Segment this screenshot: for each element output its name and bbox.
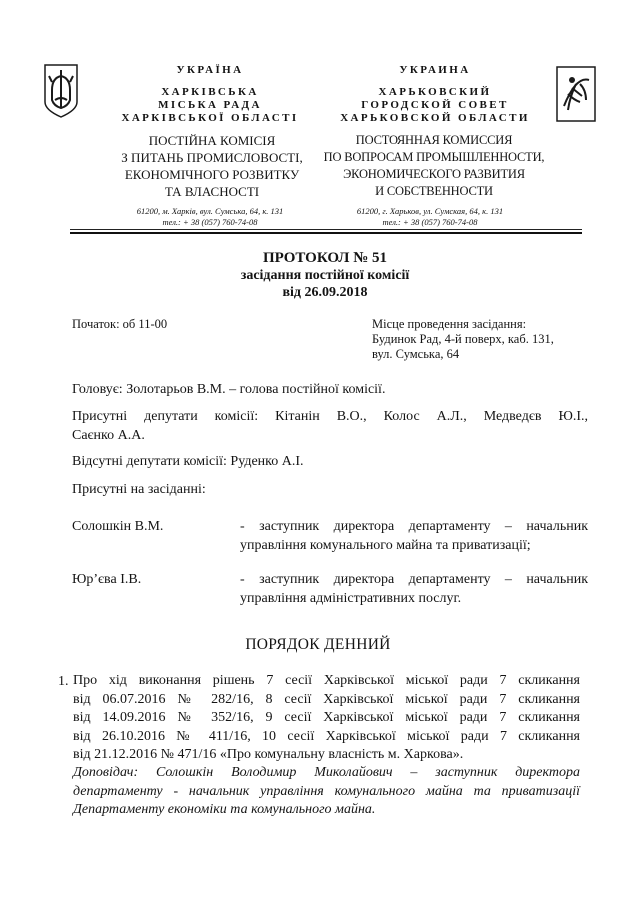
header-address-ru [330,206,530,228]
meeting-place-line: Місце проведення засідання: [372,317,527,331]
header-address-ru-line: тел.: + 38 (057) 760-74-08 [382,217,478,227]
attendee-name: Юр’єва І.В. [72,572,142,587]
header-committee-ru-line: ПО ВОПРОСАМ ПРОМЫШЛЕННОСТИ, [323,150,545,164]
header-country-ua: УКРАЇНА [176,64,244,76]
header-committee-ua [112,132,312,200]
header-address-ua-line: 61200, м. Харків, вул. Сумська, 64, к. 131 [136,206,284,216]
header-council-ru-line: ХАРЬКОВСКИЙ [378,86,492,98]
present-deputies [72,407,588,445]
protocol-title-subtitle: засідання постійної комісії [240,268,410,283]
agenda-item-text [73,672,580,765]
agenda-item-line: Про хід виконання рішень 7 сесії Харківської міської ради 7 скликання [73,673,580,688]
header-address-ua [110,206,310,228]
agenda-title: ПОРЯДОК ДЕННИЙ [245,636,391,653]
kharkiv-coat-of-arms-icon [556,66,596,122]
attendee-role-line: - заступник директора департаменту – начальник [240,519,588,534]
header-committee-ua-line: ЕКОНОМІЧНОГО РОЗВИТКУ [124,167,300,182]
header-council-ru-line: ГОРОДСКОЙ СОВЕТ [361,99,509,111]
protocol-title-date: від 26.09.2018 [282,285,368,300]
header-council-ua-line: ХАРКІВСЬКОЇ ОБЛАСТІ [121,112,299,124]
attendee-role-line: управління адміністративних послуг. [240,591,462,606]
header-council-ru [335,86,535,125]
header-council-ru-line: ХАРЬКОВСКОЙ ОБЛАСТИ [340,112,530,124]
present-at-meeting: Присутні на засіданні: [72,482,206,497]
meeting-place [372,317,592,362]
header-committee-ru-line: ПОСТОЯННАЯ КОМИССИЯ [355,133,513,147]
agenda-item-line: від 26.10.2016 № 411/16, 10 сесії Харківської міської ради 7 скликання [73,728,580,744]
header-committee-ru-line: ЭКОНОМИЧЕСКОГО РАЗВИТИЯ [343,167,525,181]
protocol-title-number: ПРОТОКОЛ № 51 [262,250,388,266]
meeting-place-line: вул. Сумська, 64 [372,347,460,361]
attendee-role [240,570,588,608]
agenda-item-number: 1. [58,674,69,689]
header-council-ua-line: ХАРКІВСЬКА [161,86,259,98]
agenda-speaker [73,764,580,820]
agenda-item-line: від 06.07.2016 № 282/16, 8 сесії Харківської міської ради 7 скликання [73,691,580,707]
attendee-role-line: - заступник директора департаменту – начальник [240,572,588,587]
absent-deputies: Відсутні депутати комісії: Руденко А.І. [72,454,304,469]
ukraine-trident-icon [44,64,78,118]
meeting-chair: Головує: Золотарьов В.М. – голова постійної комісії. [72,382,386,397]
header-committee-ua-line: ПОСТІЙНА КОМІСІЯ [148,133,276,148]
header-committee-ru-line: И СОБСТВЕННОСТИ [375,184,493,198]
header-committee-ua-line: З ПИТАНЬ ПРОМИСЛОВОСТІ, [121,150,303,165]
header-address-ru-line: 61200, г. Харьков, ул. Сумская, 64, к. 131 [356,206,504,216]
header-address-ua-line: тел.: + 38 (057) 760-74-08 [162,217,258,227]
header-committee-ua-line: ТА ВЛАСНОСТІ [164,184,260,199]
agenda-speaker-line: Департаменту економіки та комунального майна. [73,802,376,817]
agenda-speaker-line: Доповідач: Солошкін Володимир Миколайович – заступник директора [73,765,580,780]
header-rule-thick [70,232,582,234]
meeting-place-line: Будинок Рад, 4-й поверх, каб. 131, [372,332,554,346]
agenda-item-line: від 14.09.2016 № 352/16, 9 сесії Харківської міської ради 7 скликання [73,710,580,725]
agenda-item-line: від 21.12.2016 № 471/16 «Про комунальну власність м. Харкова». [73,747,464,762]
agenda-speaker-line: департаменту - начальник управління комунального майна та приватизації [73,783,580,799]
header-council-ua-line: МІСЬКА РАДА [158,99,262,111]
header-rule-thin [70,229,582,230]
header-committee-ru [320,132,548,200]
meeting-start: Початок: об 11-00 [72,317,168,331]
header-council-ua [110,86,310,125]
attendee-role-line: управління комунального майна та приватизації; [240,538,531,553]
attendee-name: Солошкін В.М. [72,519,164,534]
present-deputies-line: Присутні депутати комісії: Кітанін В.О., Колос А.Л., Медведєв Ю.І., [72,409,588,424]
present-deputies-line: Саєнко А.А. [72,428,145,443]
attendee-role [240,517,588,555]
header-country-ru: УКРАИНА [399,64,471,76]
protocol-title [150,250,500,301]
